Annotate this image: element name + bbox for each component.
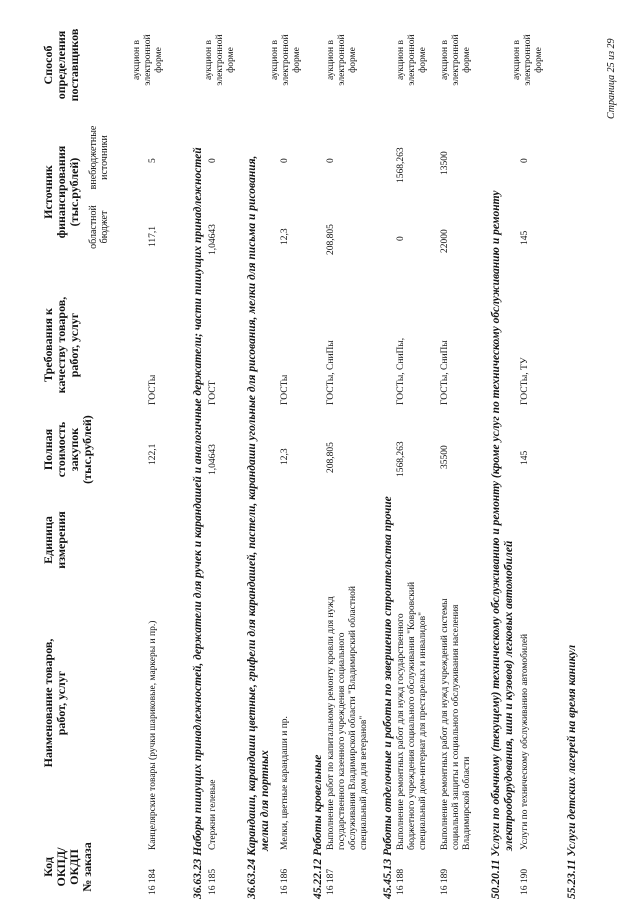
- row-extrabudget: 0: [520, 158, 530, 163]
- row-extrabudget: 13500: [440, 151, 450, 175]
- row-extrabudget: 0: [208, 158, 218, 163]
- row-number: 16 184: [148, 868, 158, 895]
- row-budget: 145: [520, 230, 530, 245]
- row-cost: 145: [520, 450, 530, 465]
- row-method: аукцион в электронной форме: [440, 34, 472, 86]
- row-extrabudget: 0: [280, 158, 290, 163]
- row-cost: 122,1: [148, 443, 158, 465]
- row-name: Канцелярские товары (ручки шариковые, маркеры и пр.): [148, 620, 158, 850]
- section-heading: 45.45.13 Работы отделочные и работы по завершению строительства прочие: [382, 496, 394, 899]
- row-method: аукцион в электронной форме: [270, 34, 302, 86]
- row-name: Выполнение ремонтных работ для нужд учреждений системы социальной защиты и социального обслуживания населения Владимирской области: [440, 598, 472, 850]
- page-number: Страница 25 из 29: [606, 38, 617, 119]
- row-cost: 35500: [440, 445, 450, 469]
- row-number: 16 188: [396, 868, 406, 895]
- row-name: Мелки, цветные карандаши и пр.: [280, 716, 290, 850]
- row-number: 16 185: [208, 868, 218, 895]
- row-requirements: ГОСТы, СниПы: [440, 340, 450, 405]
- row-budget: 12,3: [280, 228, 290, 245]
- header-requirements: Требования к качеству товаров, работ, услуг: [41, 296, 81, 394]
- header-source-regional: областной бюджет: [88, 205, 110, 249]
- row-budget: 208,805: [326, 224, 336, 255]
- header-name: Наименование товаров, работ, услуг: [41, 638, 68, 768]
- row-budget: 22000: [440, 229, 450, 253]
- row-budget: 1,04643: [208, 224, 218, 255]
- row-requirements: ГОСТ: [208, 380, 218, 405]
- row-extrabudget: 5: [148, 158, 158, 163]
- header-cost: Полная стоимость закупок (тыс.рублей): [41, 415, 94, 484]
- row-method: аукцион в электронной форме: [512, 34, 544, 86]
- row-method: аукцион в электронной форме: [396, 34, 428, 86]
- row-requirements: ГОСТы, СниПы: [326, 340, 336, 405]
- row-extrabudget: 1568,263: [396, 147, 406, 183]
- row-budget: 0: [396, 236, 406, 241]
- row-cost: 208,805: [326, 442, 336, 473]
- section-heading: 36.63.23 Наборы пишущих принадлежностей, держатели для ручек и карандашей и аналогичные держатели; части пишущих принадлежностей: [192, 147, 204, 899]
- row-name: Выполнение ремонтных работ для нужд государственного бюджетного учреждения социального обслуживания "Ковровский специальный дом-интернат для престарелых и инвалидов": [396, 581, 428, 850]
- row-name: Стержни гелевые: [208, 779, 218, 850]
- row-method: аукцион в электронной форме: [132, 34, 164, 86]
- header-code: Код ОКПД/ ОКДП № заказа: [41, 842, 94, 892]
- row-requirements: ГОСТы, СниПы,: [396, 337, 406, 405]
- row-requirements: ГОСТы: [280, 374, 290, 405]
- row-number: 16 189: [440, 868, 450, 895]
- section-heading: 50.20.11 Услуги по обычному (текущему) техническому обслуживанию и ремонту (кроме услуг по техническому обслуживанию и ремонту электрооборудования, шин и кузовов) легковых автомобилей: [490, 190, 515, 899]
- header-method: Способ определения поставщиков: [41, 28, 81, 102]
- row-requirements: ГОСТы: [148, 374, 158, 405]
- row-number: 16 186: [280, 868, 290, 895]
- row-number: 16 190: [520, 868, 530, 895]
- row-budget: 117,1: [148, 225, 158, 247]
- row-extrabudget: 0: [326, 158, 336, 163]
- row-number: 16 187: [326, 868, 336, 895]
- row-name: Услуги по техническому обслуживанию автомобилей: [520, 633, 530, 850]
- row-cost: 12,3: [280, 448, 290, 465]
- row-requirements: ГОСТы, ТУ: [520, 357, 530, 405]
- header-unit: Единица измерения: [41, 511, 68, 569]
- row-name: Выполнение работ по капитальному ремонту кровли для нужд государственного казенного учреждения социального обслуживания Владимирской области "Владимирский областной специальный дом для ветеранов": [326, 586, 369, 850]
- section-heading: 55.23.11 Услуги детских лагерей на время каникул: [566, 644, 578, 899]
- header-source: Источник финансирования (тыс.рублей): [41, 145, 81, 239]
- row-method: аукцион в электронной форме: [204, 34, 236, 86]
- section-heading: 45.22.12 Работы кровельные: [312, 754, 324, 899]
- row-cost: 1,04643: [208, 444, 218, 475]
- row-method: аукцион в электронной форме: [326, 34, 358, 86]
- row-cost: 1568,263: [396, 441, 406, 477]
- header-source-extrabudget: внебюджетные источники: [88, 125, 110, 190]
- section-heading: 36.63.24 Карандаши, карандаши цветные, грифели для карандашей, пастели, карандаши угольные для рисования, мелки для письма и рисования, мелки для портных: [246, 155, 271, 899]
